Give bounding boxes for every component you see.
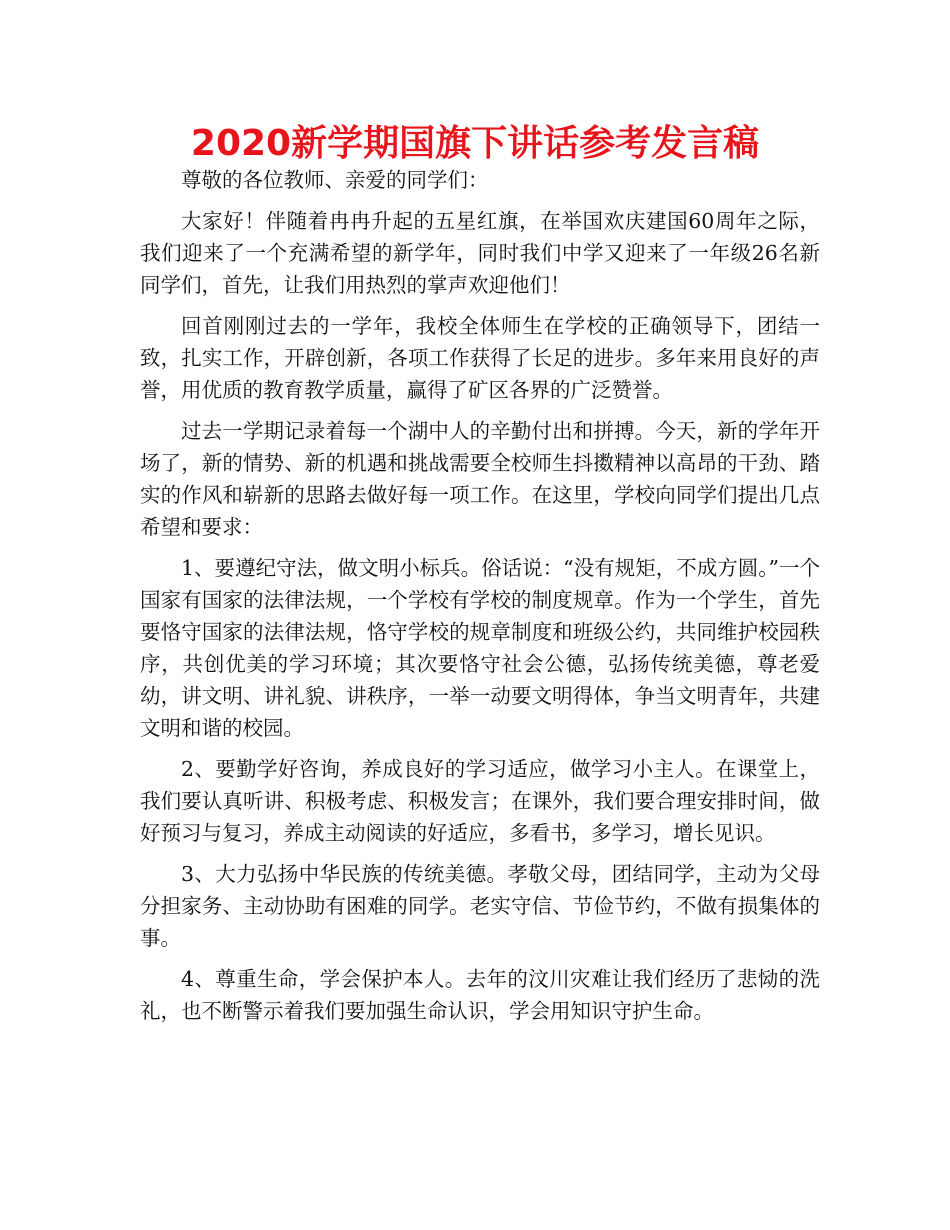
body-paragraph: 回首刚刚过去的一学年，我校全体师生在学校的正确领导下，团结一致，扎实工作，开辟创新，各项工作获得了长足的进步。多年来用良好的声誉，用优质的教育教学质量，赢得了矿区各界的广泛赞誉。: [140, 314, 820, 402]
body-paragraph: 过去一学期记录着每一个湖中人的辛勤付出和拼搏。今天，新的学年开场了，新的情势、新的机遇和挑战需要全校师生抖擞精神以高昂的干劲、踏实的作风和崭新的思路去做好每一项工作。在这里，学校向同学们提出几点希望和要求：: [140, 419, 820, 539]
document-title: 2020新学期国旗下讲话参考发言稿: [190, 123, 760, 164]
list-item-paragraph: 2、要勤学好咨询，养成良好的学习适应，做学习小主人。在课堂上，我们要认真听讲、积极考虑、积极发言；在课外，我们要合理安排时间，做好预习与复习，养成主动阅读的好适应，多看书，多学习，增长见识。: [140, 757, 820, 845]
body-paragraph: 大家好！伴随着冉冉升起的五星红旗，在举国欢庆建国60周年之际，我们迎来了一个充满希望的新学年，同时我们中学又迎来了一年级26名新同学们，首先，让我们用热烈的掌声欢迎他们！: [140, 209, 820, 297]
list-item-paragraph: 4、尊重生命，学会保护本人。去年的汶川灾难让我们经历了悲恸的洗礼，也不断警示着我们要加强生命认识，学会用知识守护生命。: [140, 967, 820, 1023]
list-item-paragraph: 3、大力弘扬中华民族的传统美德。孝敬父母，团结同学，主动为父母分担家务、主动协助有困难的同学。老实守信、节俭节约，不做有损集体的事。: [140, 862, 820, 950]
salutation-paragraph: 尊敬的各位教师、亲爱的同学们：: [181, 168, 489, 192]
document-body: [140, 164, 820, 1036]
list-item-paragraph: 1、要遵纪守法，做文明小标兵。俗话说：“没有规矩，不成方圆。”一个国家有国家的法律法规，一个学校有学校的制度规章。作为一个学生，首先要恪守国家的法律法规，恪守学校的规章制度和班级公约，共同维护校园秩序，共创优美的学习环境；其次要恪守社会公德，弘扬传统美德，尊老爱幼，讲文明、讲礼貌、讲秩序，一举一动要文明得体，争当文明青年，共建文明和谐的校园。: [140, 556, 820, 740]
